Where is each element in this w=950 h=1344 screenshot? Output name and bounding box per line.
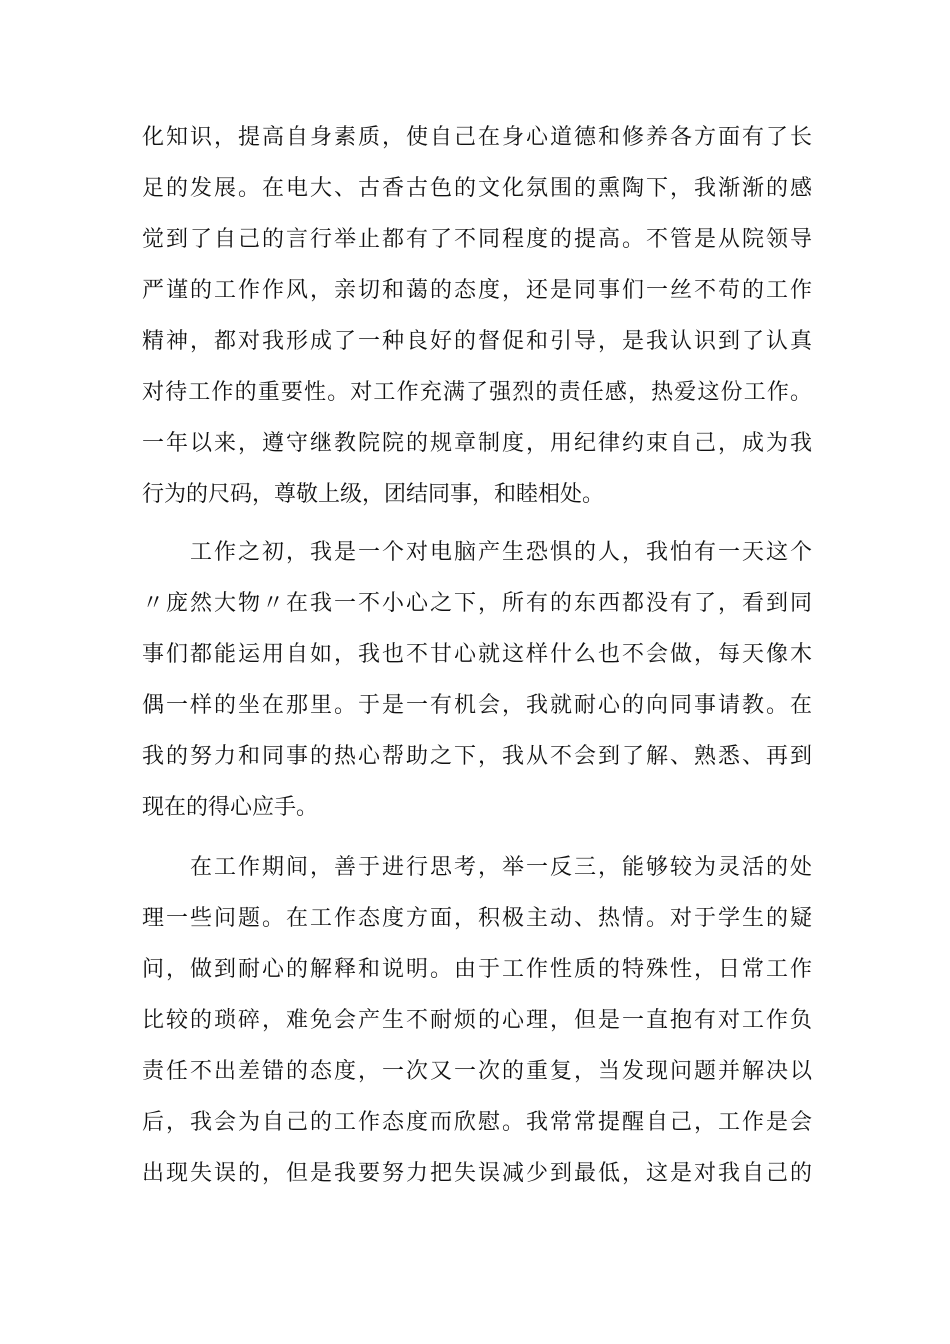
paragraph-line: 一年以来，遵守继教院院的规章制度，用纪律约束自己，成为我 <box>142 431 812 456</box>
paragraph-line: 问，做到耐心的解释和说明。由于工作性质的特殊性，日常工作 <box>142 957 812 982</box>
paragraph-line: 责任不出差错的态度，一次又一次的重复，当发现问题并解决以 <box>142 1059 812 1084</box>
paragraph-line: 对待工作的重要性。对工作充满了强烈的责任感，热爱这份工作。 <box>142 380 812 405</box>
paragraph-line: 比较的琐碎，难免会产生不耐烦的心理，但是一直抱有对工作负 <box>142 1008 812 1033</box>
paragraph-3 <box>142 842 812 1199</box>
paragraph-line: 严谨的工作作风，亲切和蔼的态度，还是同事们一丝不苟的工作 <box>142 278 812 303</box>
paragraph-line: 觉到了自己的言行举止都有了不同程度的提高。不管是从院领导 <box>142 227 812 252</box>
paragraph-line: 出现失误的，但是我要努力把失误减少到最低，这是对我自己的 <box>142 1161 812 1186</box>
paragraph-line: 〃庞然大物〃在我一不小心之下，所有的东西都没有了，看到同 <box>142 591 812 616</box>
paragraph-line: 理一些问题。在工作态度方面，积极主动、热情。对于学生的疑 <box>142 906 812 931</box>
paragraph-line: 我的努力和同事的热心帮助之下，我从不会到了解、熟悉、再到 <box>142 744 812 769</box>
paragraph-line: 足的发展。在电大、古香古色的文化氛围的熏陶下，我渐渐的感 <box>142 176 812 201</box>
paragraph-line: 现在的得心应手。 <box>142 795 319 820</box>
paragraph-line: 行为的尺码，尊敬上级，团结同事，和睦相处。 <box>142 482 605 507</box>
paragraph-line: 后，我会为自己的工作态度而欣慰。我常常提醒自己，工作是会 <box>142 1110 812 1135</box>
paragraph-2 <box>142 527 812 833</box>
paragraph-1 <box>142 112 812 520</box>
paragraph-line: 事们都能运用自如，我也不甘心就这样什么也不会做，每天像木 <box>142 642 812 667</box>
paragraph-line: 在工作期间，善于进行思考，举一反三，能够较为灵活的处 <box>190 855 812 880</box>
paragraph-line: 精神，都对我形成了一种良好的督促和引导，是我认识到了认真 <box>142 329 812 354</box>
paragraph-line: 化知识，提高自身素质，使自己在身心道德和修养各方面有了长 <box>142 125 812 150</box>
paragraph-line: 工作之初，我是一个对电脑产生恐惧的人，我怕有一天这个 <box>190 540 812 565</box>
paragraph-line: 偶一样的坐在那里。于是一有机会，我就耐心的向同事请教。在 <box>142 693 812 718</box>
